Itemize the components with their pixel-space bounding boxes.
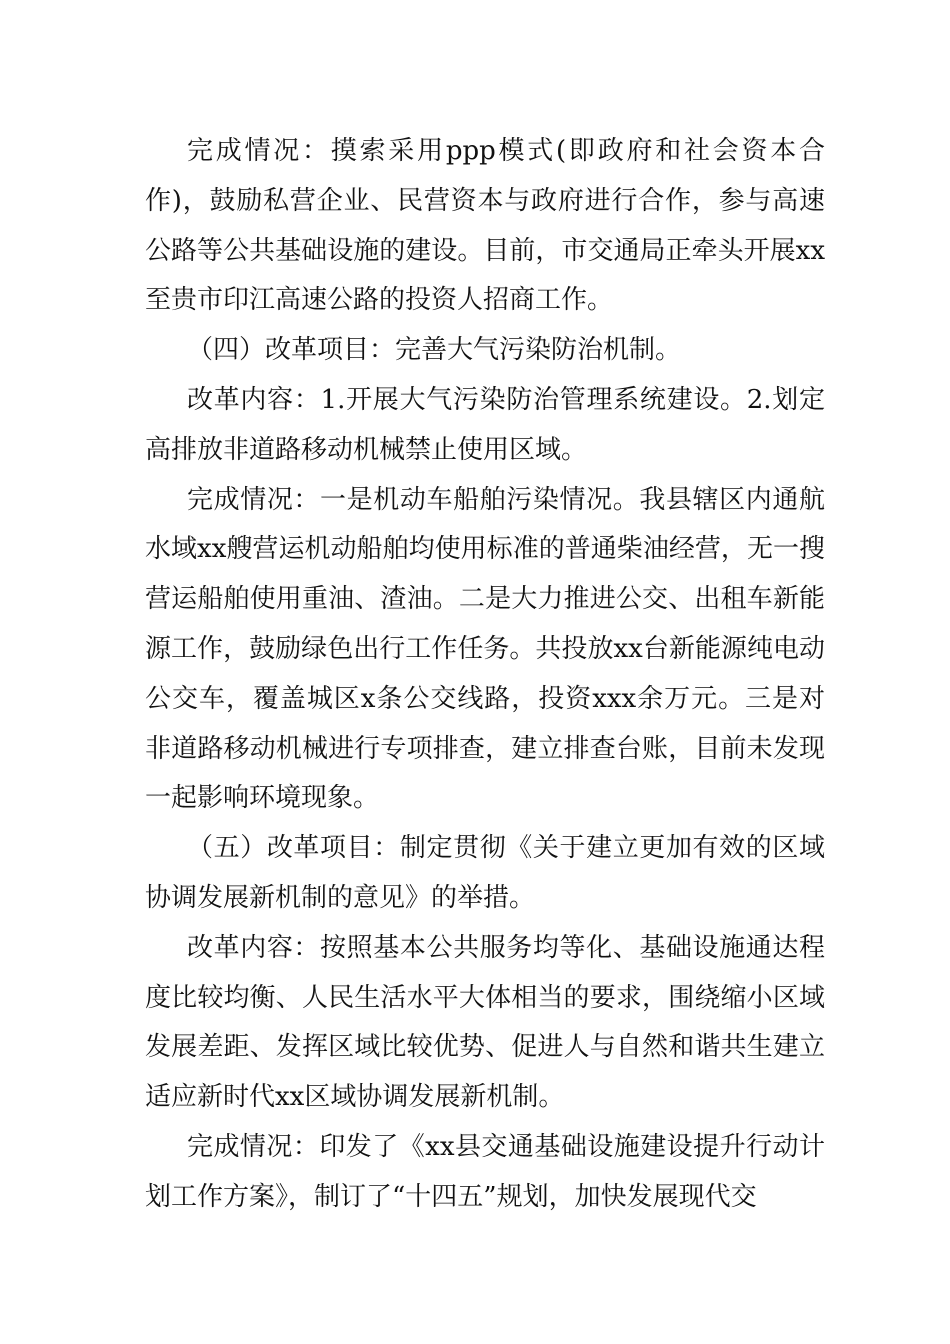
paragraph-reform-content-4: 改革内容：1.开展大气污染防治管理系统建设。2.划定高排放非道路移动机械禁止使用区域。 bbox=[145, 384, 825, 465]
paragraph-reform-content-5: 改革内容：按照基本公共服务均等化、基础设施通达程度比较均衡、人民生活水平大体相当的要求，围绕缩小区域发展差距、发挥区域比较优势、促进人与自然和谐共生建立适应新时代xx区域协调发展新机制。 bbox=[145, 932, 825, 1113]
paragraph-ppp-progress: 完成情况：摸索采用ppp模式(即政府和社会资本合作)，鼓励私营企业、民营资本与政府进行合作，参与高速公路等公共基础设施的建设。目前，市交通局正牵头开展xx至贵市印江高速公路的投资人招商工作。 bbox=[145, 136, 825, 316]
paragraph-reform-item-5: （五）改革项目：制定贯彻《关于建立更加有效的区域协调发展新机制的意见》的举措。 bbox=[145, 833, 825, 913]
paragraph-completion-5: 完成情况：印发了《xx县交通基础设施建设提升行动计划工作方案》，制订了“十四五”规划，加快发展现代交 bbox=[145, 1131, 825, 1212]
document-body bbox=[145, 127, 825, 1223]
paragraph-reform-item-4: （四）改革项目：完善大气污染防治机制。 bbox=[187, 335, 682, 366]
paragraph-completion-4: 完成情况：一是机动车船舶污染情况。我县辖区内通航水域xx艘营运机动船舶均使用标准的普通柴油经营，无一搜营运船舶使用重油、渣油。二是大力推进公交、出租车新能源工作，鼓励绿色出行工作任务。共投放xx台新能源纯电动公交车，覆盖城区x条公交线路，投资xxx余万元。三是对非道路移动机械进行专项排查，建立排查台账，目前未发现一起影响环境现象。 bbox=[145, 484, 825, 814]
